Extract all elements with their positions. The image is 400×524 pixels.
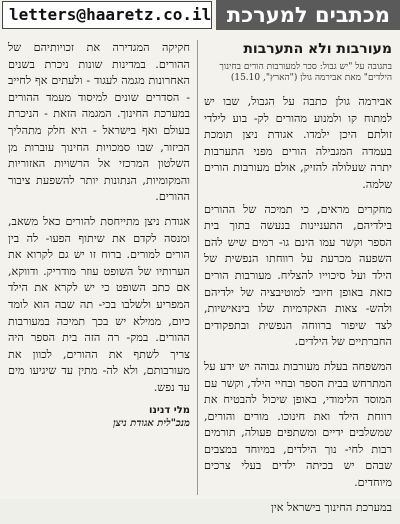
body-paragraph: במערכת החינוך בישראל אין: [271, 500, 392, 514]
letter-caption: בתגובה על "יש גבול: סכר למעורבות הורים בחינוך הילדים" מאת אבירמה גולן ("הארץ", 15.10): [219, 62, 392, 83]
section-header: [0, 0, 400, 30]
right-column: [204, 40, 392, 524]
signature-title: מנכ"לית אגודת ניצן: [113, 418, 190, 430]
section-title: מכתבים למערכת: [216, 0, 400, 30]
body-paragraph: חקיקה המגדירה את זכויותיהם של ההורים. במדינות שונות ניכרת בשנים האחרונות מגמה לעגוד - ולעתים אף לחייב - הסדרים שונים למיסוד מעמד ההורים במערכת החינוך. המגמה הזאת - הניכרת בעולם ואף בישראל - היא חלק מתהליך הביזור, שבו סמכויות החינוך עוברות מן השלטון המרכזי אל הרשויות האזוריות והמקומיות, הנתונות יותר להשפעת ציבור ההורים.: [8, 41, 190, 204]
body-paragraph: המשפחה בעלת מעורבות גבוהה יש ידע על המתרחש בבית הספר ובחיי הילד, וקשר עם המוסד הלימודי, באופן שיכול להבטיח את רווחת הילד ואת חינוכו. מורים והורים, שמשלבים ידיים ומשתפים פעולה, תורמים רבות לחי- נוך הילדים, במיוחד במצבים שבהם יש בכיתה ילדים בעלי צרכים מיוחדים.: [204, 359, 392, 490]
letter-headline: מעורבות ולא התערבות: [243, 41, 392, 57]
left-column: [8, 40, 190, 430]
signature-name: מלי דנינו: [148, 405, 190, 417]
body-paragraph: מחקרים מראים, כי תמיכה של ההורים בילדיהם, התעניינות בנעשה בתוך בית הספר וקשר עמו הינם גו- רמים שיש להם השפעה מכרעת על רווחתו הנפשית של הילד ועל סיכוייו להצליח. מעורבות הורים כזאת באופן חיובי למוטיבציה של ילדיהם ולהש- צאות האקדמיות שלו בינאישיות, לצד שיפור ברווחה הנפשית ובתפקודים החברתיים של הילדים.: [204, 202, 392, 349]
body-paragraph: אבירמה גולן כתבה על הגבול, שבו יש למתוח קו ולמנוע מהורים לק- בוע לילדי זולתם היכן ילמדו. אגודת ניצן תומכת בעמדה המגבילה הורים מפני התערבות יתרה שעלולה להזיק, אולם מעורבות הורים שלמה.: [204, 95, 392, 191]
column-divider: [197, 40, 198, 495]
body-paragraph: אגודת ניצן מתייחסת להורים כאל משאב, ומנסה לקדם את שיתוף הפעו- לה בין הורים למורים. ברוח זו יש גם לקרוא את הערותיו של השופט עוזר מודריק. ודווקא, אם כתב השופט כי יש לקרא את הילד המפריע ולשלבו בכי- תה שבה הוא לומד כיום, ממילא יש בכך תמיכה במעורבות ההורים. במק- רה הזה בית הספר היה צריך לשתף את ההורים, לכוון את מעורבותם, ולא לה- מתין עד שיגיעו מים עד נפש.: [8, 214, 190, 394]
letters-email: letters@haaretz.co.il: [2, 1, 212, 29]
